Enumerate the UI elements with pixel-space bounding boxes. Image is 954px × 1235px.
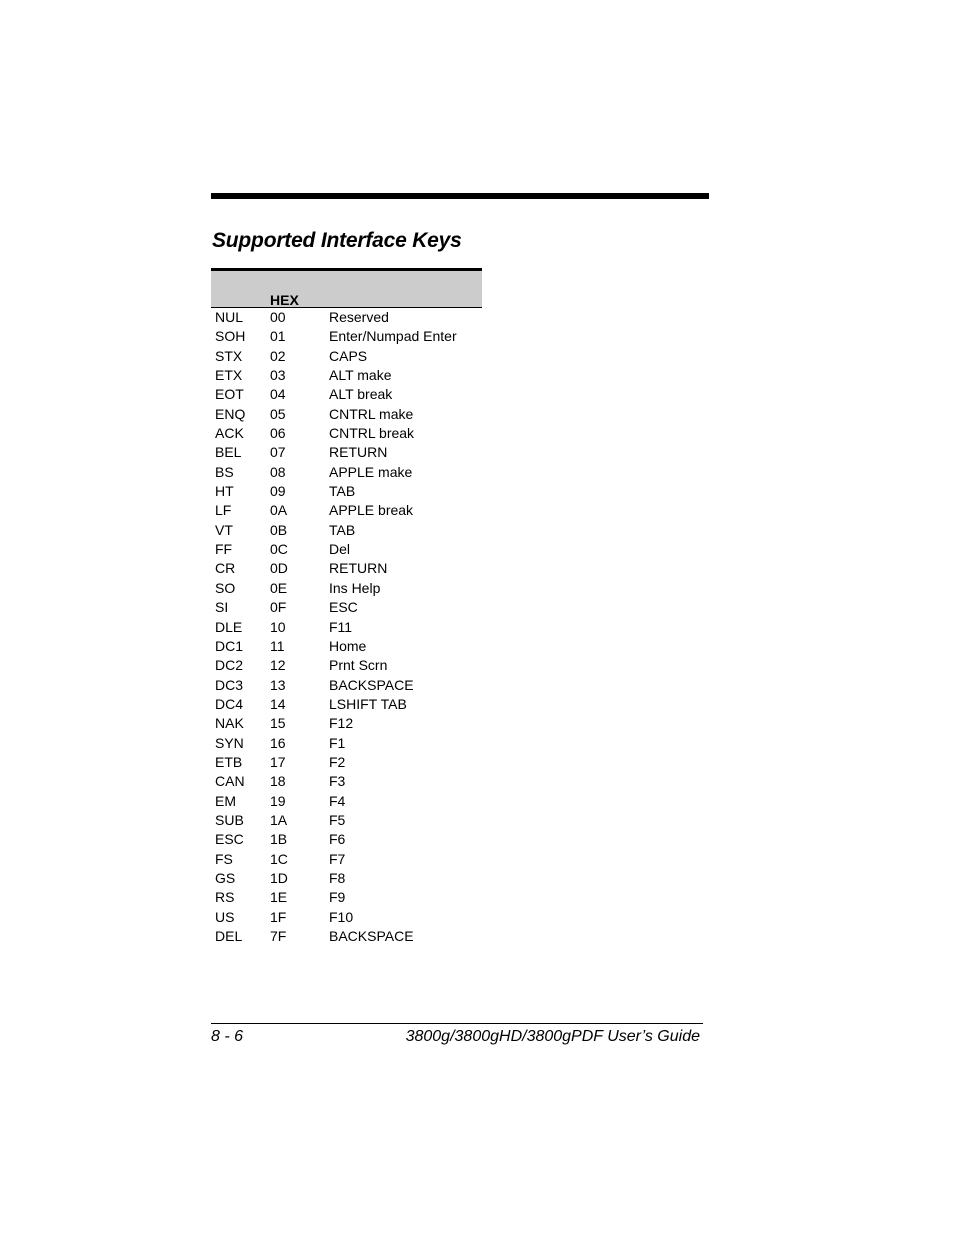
- function-cell: LSHIFT TAB: [329, 695, 407, 712]
- hex-cell: 1F: [270, 908, 287, 925]
- hex-cell: 08: [270, 463, 286, 480]
- function-cell: Del: [329, 541, 351, 558]
- hex-cell: 13: [270, 676, 286, 693]
- function-cell: RETURN: [329, 444, 388, 461]
- hex-cell: 04: [270, 386, 286, 403]
- function-cell: TAB: [329, 521, 356, 538]
- table-row: [211, 888, 482, 907]
- key-name-cell: GS: [215, 869, 236, 886]
- key-name-cell: ACK: [215, 425, 244, 442]
- key-name-cell: CR: [215, 560, 236, 577]
- table-row: [211, 676, 482, 695]
- function-cell: F8: [329, 869, 346, 886]
- key-name-cell: SO: [215, 579, 236, 596]
- table-row: [211, 385, 482, 404]
- function-cell: APPLE make: [329, 463, 413, 480]
- hex-cell: 15: [270, 715, 286, 732]
- table-row: [211, 327, 482, 346]
- key-name-cell: NUL: [215, 309, 244, 325]
- table-row: [211, 347, 482, 366]
- hex-cell: 7F: [270, 928, 287, 944]
- function-cell: F1: [329, 734, 346, 751]
- hex-cell: 0A: [270, 502, 288, 519]
- table-row: [211, 772, 482, 791]
- hex-cell: 11: [270, 637, 285, 654]
- key-name-cell: US: [215, 908, 235, 925]
- hex-cell: 17: [270, 753, 286, 770]
- key-name-cell: BS: [215, 463, 234, 480]
- table-row: [211, 366, 482, 385]
- key-name-cell: RS: [215, 889, 235, 906]
- key-name-cell: ESC: [215, 831, 244, 848]
- function-cell: CNTRL make: [329, 405, 414, 422]
- table-row: [211, 656, 482, 675]
- table-row: [211, 908, 482, 927]
- table-row: [211, 579, 482, 598]
- table-row: [211, 734, 482, 753]
- hex-cell: 02: [270, 347, 286, 364]
- key-name-cell: DEL: [215, 928, 243, 944]
- key-name-cell: DC2: [215, 657, 244, 674]
- key-name-cell: SI: [215, 599, 229, 616]
- key-name-cell: EOT: [215, 386, 244, 403]
- function-cell: F6: [329, 831, 346, 848]
- hex-cell: 0F: [270, 599, 287, 616]
- key-name-cell: ETX: [215, 367, 243, 384]
- hex-cell: 0D: [270, 560, 288, 577]
- function-cell: F4: [329, 792, 346, 809]
- guide-title: 3800g/3800gHD/3800gPDF User’s Guide: [405, 1028, 700, 1045]
- key-name-cell: FS: [215, 850, 233, 867]
- function-cell: Enter/Numpad Enter: [329, 328, 457, 345]
- hex-cell: 09: [270, 483, 286, 500]
- table-row: [211, 714, 482, 733]
- hex-cell: 1D: [270, 869, 288, 886]
- key-name-cell: DC4: [215, 695, 244, 712]
- function-cell: F11: [329, 618, 353, 635]
- function-cell: F10: [329, 908, 354, 925]
- key-name-cell: STX: [215, 347, 243, 364]
- table-row: [211, 308, 482, 327]
- table-row: [211, 559, 482, 578]
- function-cell: F3: [329, 773, 346, 790]
- function-cell: ALT make: [329, 367, 392, 384]
- hex-cell: 0E: [270, 579, 288, 596]
- hex-cell: 0B: [270, 521, 288, 538]
- key-name-cell: SOH: [215, 328, 246, 345]
- hex-cell: 10: [270, 618, 286, 635]
- function-cell: RETURN: [329, 560, 388, 577]
- page-number: 8 - 6: [211, 1028, 244, 1045]
- key-name-cell: DC1: [215, 637, 244, 654]
- hex-cell: 1A: [270, 811, 288, 828]
- table-header: [211, 268, 482, 308]
- interface-keys-table: [211, 268, 482, 946]
- hex-cell: 03: [270, 367, 286, 384]
- function-cell: BACKSPACE: [329, 928, 414, 944]
- hex-cell: 06: [270, 425, 286, 442]
- table-row: [211, 637, 482, 656]
- function-cell: BACKSPACE: [329, 676, 414, 693]
- table-row: [211, 501, 482, 520]
- hex-cell: 05: [270, 405, 286, 422]
- key-name-cell: DC3: [215, 676, 244, 693]
- key-name-cell: EM: [215, 792, 236, 809]
- table-row: [211, 792, 482, 811]
- table-row: [211, 869, 482, 888]
- hex-cell: 01: [270, 328, 286, 345]
- key-name-cell: CAN: [215, 773, 245, 790]
- function-cell: F9: [329, 889, 346, 906]
- table-row: [211, 463, 482, 482]
- table-row: [211, 830, 482, 849]
- hex-cell: 14: [270, 695, 286, 712]
- function-cell: F5: [329, 811, 346, 828]
- hex-column-header: HEX: [270, 292, 299, 308]
- hex-cell: 18: [270, 773, 286, 790]
- hex-cell: 1C: [270, 850, 288, 867]
- table-row: [211, 424, 482, 443]
- function-cell: CNTRL break: [329, 425, 415, 442]
- function-cell: F7: [329, 850, 346, 867]
- function-cell: F12: [329, 715, 354, 732]
- function-cell: F2: [329, 753, 346, 770]
- key-name-cell: LF: [215, 502, 232, 519]
- hex-cell: 1B: [270, 831, 288, 848]
- function-cell: Ins Help: [329, 579, 381, 596]
- table-row: [211, 598, 482, 617]
- key-name-cell: NAK: [215, 715, 244, 732]
- table-row: [211, 753, 482, 772]
- table-row: [211, 405, 482, 424]
- function-cell: CAPS: [329, 347, 368, 364]
- key-name-cell: FF: [215, 541, 233, 558]
- table-row: [211, 443, 482, 462]
- table-row: [211, 850, 482, 869]
- key-name-cell: VT: [215, 521, 233, 538]
- hex-cell: 12: [270, 657, 286, 674]
- table-row: [211, 695, 482, 714]
- table-row: [211, 521, 482, 540]
- table-body: [211, 308, 482, 946]
- function-cell: ALT break: [329, 386, 393, 403]
- function-cell: APPLE break: [329, 502, 414, 519]
- key-name-cell: SUB: [215, 811, 244, 828]
- table-row: [211, 811, 482, 830]
- hex-cell: 1E: [270, 889, 288, 906]
- key-name-cell: DLE: [215, 618, 243, 635]
- hex-cell: 00: [270, 309, 286, 325]
- key-name-cell: SYN: [215, 734, 244, 751]
- table-row: [211, 618, 482, 637]
- function-cell: TAB: [329, 483, 356, 500]
- key-name-cell: ENQ: [215, 405, 246, 422]
- table-row: [211, 482, 482, 501]
- hex-cell: 0C: [270, 541, 288, 558]
- table-row: [211, 540, 482, 559]
- hex-cell: 19: [270, 792, 286, 809]
- function-cell: Prnt Scrn: [329, 657, 388, 674]
- hex-cell: 07: [270, 444, 286, 461]
- page-title: Supported Interface Keys: [212, 229, 462, 252]
- key-name-cell: BEL: [215, 444, 242, 461]
- hex-cell: 16: [270, 734, 286, 751]
- table-row: [211, 927, 482, 946]
- function-cell: ESC: [329, 599, 358, 616]
- key-name-cell: ETB: [215, 753, 243, 770]
- footer-rule: [211, 1023, 703, 1024]
- function-cell: Home: [329, 637, 367, 654]
- key-name-cell: HT: [215, 483, 234, 500]
- top-rule: [211, 193, 709, 199]
- function-cell: Reserved: [329, 309, 389, 325]
